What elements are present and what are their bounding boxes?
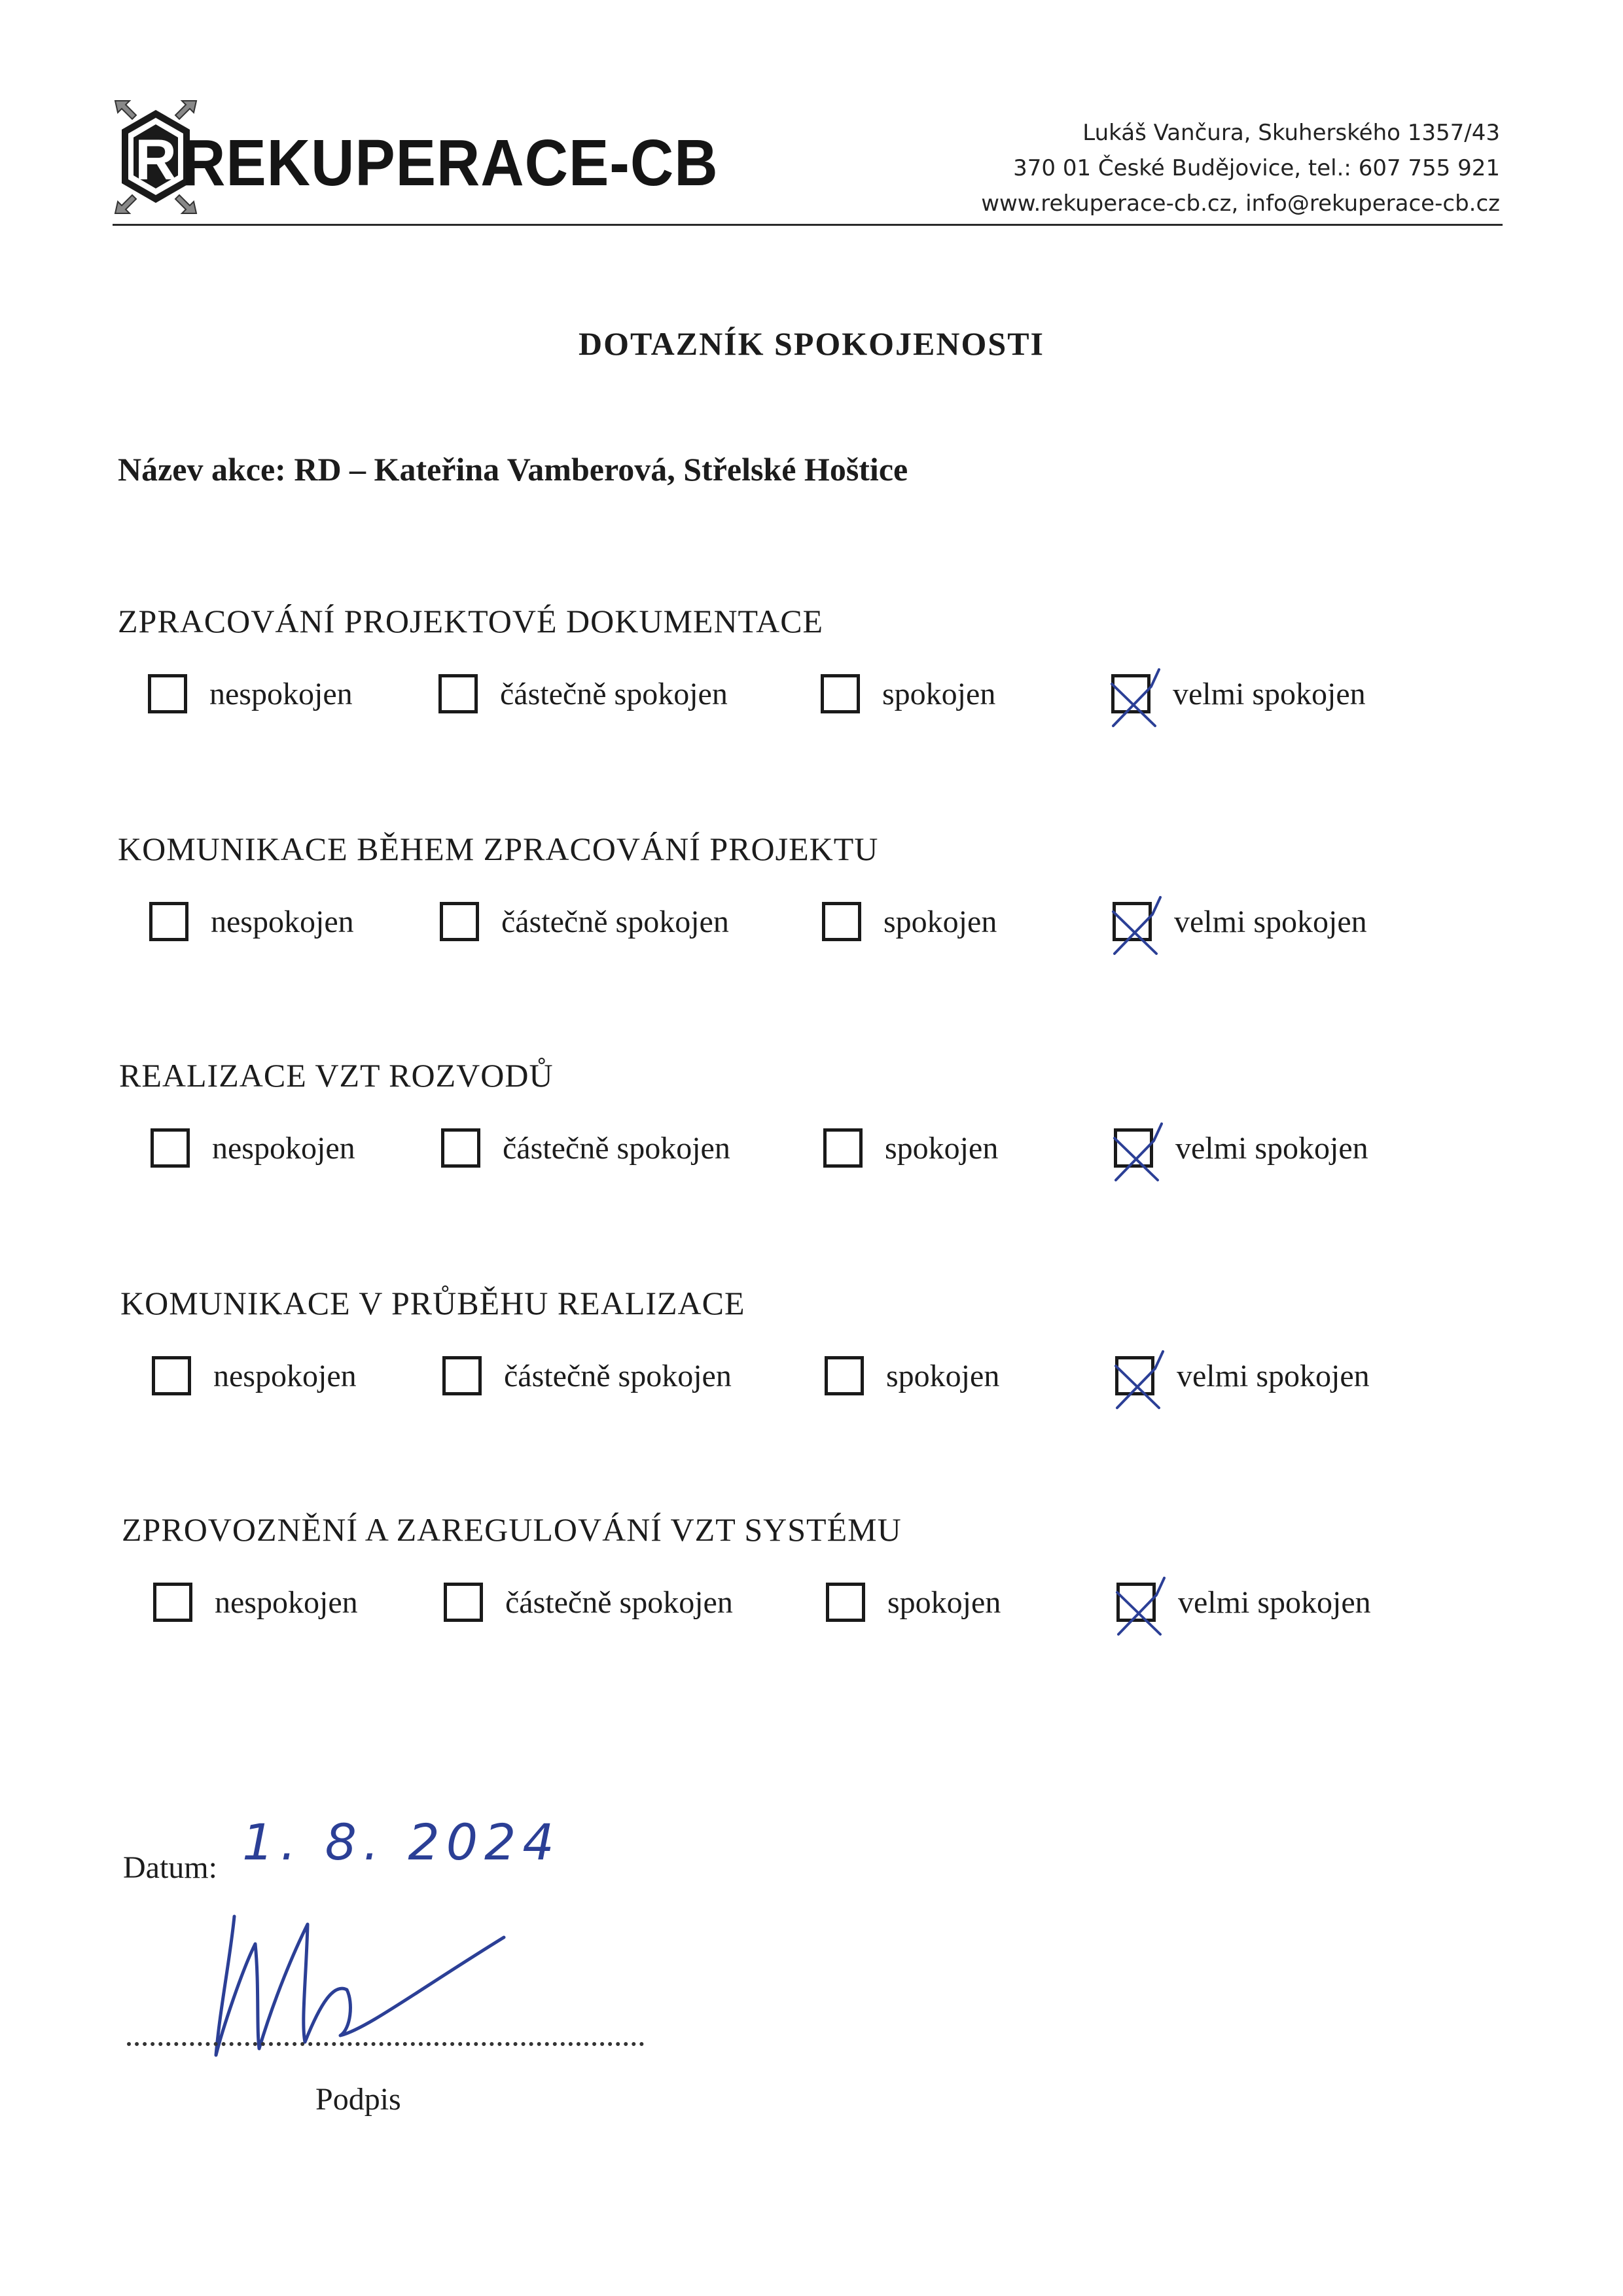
option-label: spokojen — [883, 904, 997, 939]
option-label: částečně spokojen — [503, 1130, 730, 1166]
option-2-2[interactable] — [440, 902, 729, 941]
option-label: velmi spokojen — [1177, 1358, 1370, 1393]
checkbox[interactable] — [823, 1128, 863, 1168]
form-title: DOTAZNÍK SPOKOJENOSTI — [578, 325, 1045, 362]
checkbox[interactable] — [151, 1128, 190, 1168]
option-5-3[interactable] — [826, 1583, 1001, 1622]
checkbox[interactable] — [149, 902, 188, 941]
checkbox[interactable] — [1111, 674, 1150, 713]
option-label: spokojen — [885, 1130, 999, 1166]
checkbox[interactable] — [1116, 1583, 1156, 1622]
logo-wordmark: REKUPERACE-CB — [182, 126, 719, 200]
option-1-4[interactable] — [1111, 674, 1366, 713]
date-handwritten: 1. 8. 2024 — [242, 1813, 561, 1871]
option-4-4[interactable] — [1115, 1356, 1370, 1395]
option-label: spokojen — [886, 1358, 1000, 1393]
signature-icon — [196, 1898, 524, 2075]
option-5-4[interactable] — [1116, 1583, 1371, 1622]
section-heading-2: KOMUNIKACE BĚHEM ZPRACOVÁNÍ PROJEKTU — [118, 831, 879, 867]
option-label: nespokojen — [215, 1585, 358, 1620]
checkbox[interactable] — [440, 902, 479, 941]
option-label: nespokojen — [212, 1130, 355, 1166]
section-heading-4: KOMUNIKACE V PRŮBĚHU REALIZACE — [120, 1285, 745, 1321]
company-logo — [110, 92, 719, 223]
option-label: velmi spokojen — [1174, 904, 1367, 939]
option-label: nespokojen — [209, 676, 353, 711]
option-4-1[interactable] — [152, 1356, 357, 1395]
signature-label: Podpis — [315, 2082, 401, 2117]
contact-block — [981, 115, 1500, 221]
checkbox[interactable] — [442, 1356, 482, 1395]
checkbox[interactable] — [148, 674, 187, 713]
x-mark-icon — [1107, 886, 1166, 958]
option-2-1[interactable] — [149, 902, 354, 941]
option-1-1[interactable] — [148, 674, 353, 713]
signature-line — [127, 2042, 644, 2046]
option-label: nespokojen — [211, 904, 354, 939]
header-divider — [113, 224, 1503, 226]
checkbox[interactable] — [822, 902, 861, 941]
option-2-4[interactable] — [1113, 902, 1367, 941]
contact-line-city-phone: 370 01 České Budějovice, tel.: 607 755 921 — [1013, 155, 1500, 181]
option-1-2[interactable] — [438, 674, 728, 713]
option-label: částečně spokojen — [500, 676, 728, 711]
section-heading-3: REALIZACE VZT ROZVODŮ — [119, 1057, 554, 1094]
contact-line-web-email[interactable]: www.rekuperace-cb.cz, info@rekuperace-cb.cz — [981, 190, 1500, 217]
option-3-3[interactable] — [823, 1128, 998, 1168]
checkbox[interactable] — [1114, 1128, 1153, 1168]
option-4-2[interactable] — [442, 1356, 732, 1395]
option-3-4[interactable] — [1114, 1128, 1368, 1168]
option-4-3[interactable] — [825, 1356, 999, 1395]
x-mark-icon — [1109, 1340, 1168, 1412]
contact-line-address: Lukáš Vančura, Skuherského 1357/43 — [1082, 120, 1500, 146]
option-3-2[interactable] — [441, 1128, 730, 1168]
x-mark-icon — [1105, 658, 1164, 730]
section-heading-1: ZPRACOVÁNÍ PROJEKTOVÉ DOKUMENTACE — [118, 603, 824, 639]
checkbox[interactable] — [444, 1583, 483, 1622]
event-name: Název akce: RD – Kateřina Vamberová, Střelské Hoštice — [118, 451, 908, 488]
x-mark-icon — [1111, 1566, 1169, 1638]
checkbox[interactable] — [152, 1356, 191, 1395]
option-label: velmi spokojen — [1173, 676, 1366, 711]
option-label: částečně spokojen — [501, 904, 729, 939]
option-5-1[interactable] — [153, 1583, 358, 1622]
option-label: částečně spokojen — [504, 1358, 732, 1393]
x-mark-icon — [1108, 1112, 1167, 1184]
checkbox[interactable] — [1115, 1356, 1154, 1395]
option-label: velmi spokojen — [1178, 1585, 1371, 1620]
svg-text:R: R — [135, 127, 177, 192]
option-label: spokojen — [882, 676, 996, 711]
checkbox[interactable] — [826, 1583, 865, 1622]
checkbox[interactable] — [825, 1356, 864, 1395]
option-label: nespokojen — [213, 1358, 357, 1393]
option-5-2[interactable] — [444, 1583, 733, 1622]
option-3-1[interactable] — [151, 1128, 355, 1168]
option-1-3[interactable] — [821, 674, 995, 713]
checkbox[interactable] — [438, 674, 478, 713]
option-label: spokojen — [887, 1585, 1001, 1620]
checkbox[interactable] — [441, 1128, 480, 1168]
date-label: Datum: — [123, 1850, 217, 1885]
section-heading-5: ZPROVOZNĚNÍ A ZAREGULOVÁNÍ VZT SYSTÉMU — [122, 1511, 902, 1548]
option-2-3[interactable] — [822, 902, 997, 941]
checkbox[interactable] — [153, 1583, 192, 1622]
option-label: velmi spokojen — [1175, 1130, 1368, 1166]
option-label: částečně spokojen — [505, 1585, 733, 1620]
checkbox[interactable] — [821, 674, 860, 713]
checkbox[interactable] — [1113, 902, 1152, 941]
